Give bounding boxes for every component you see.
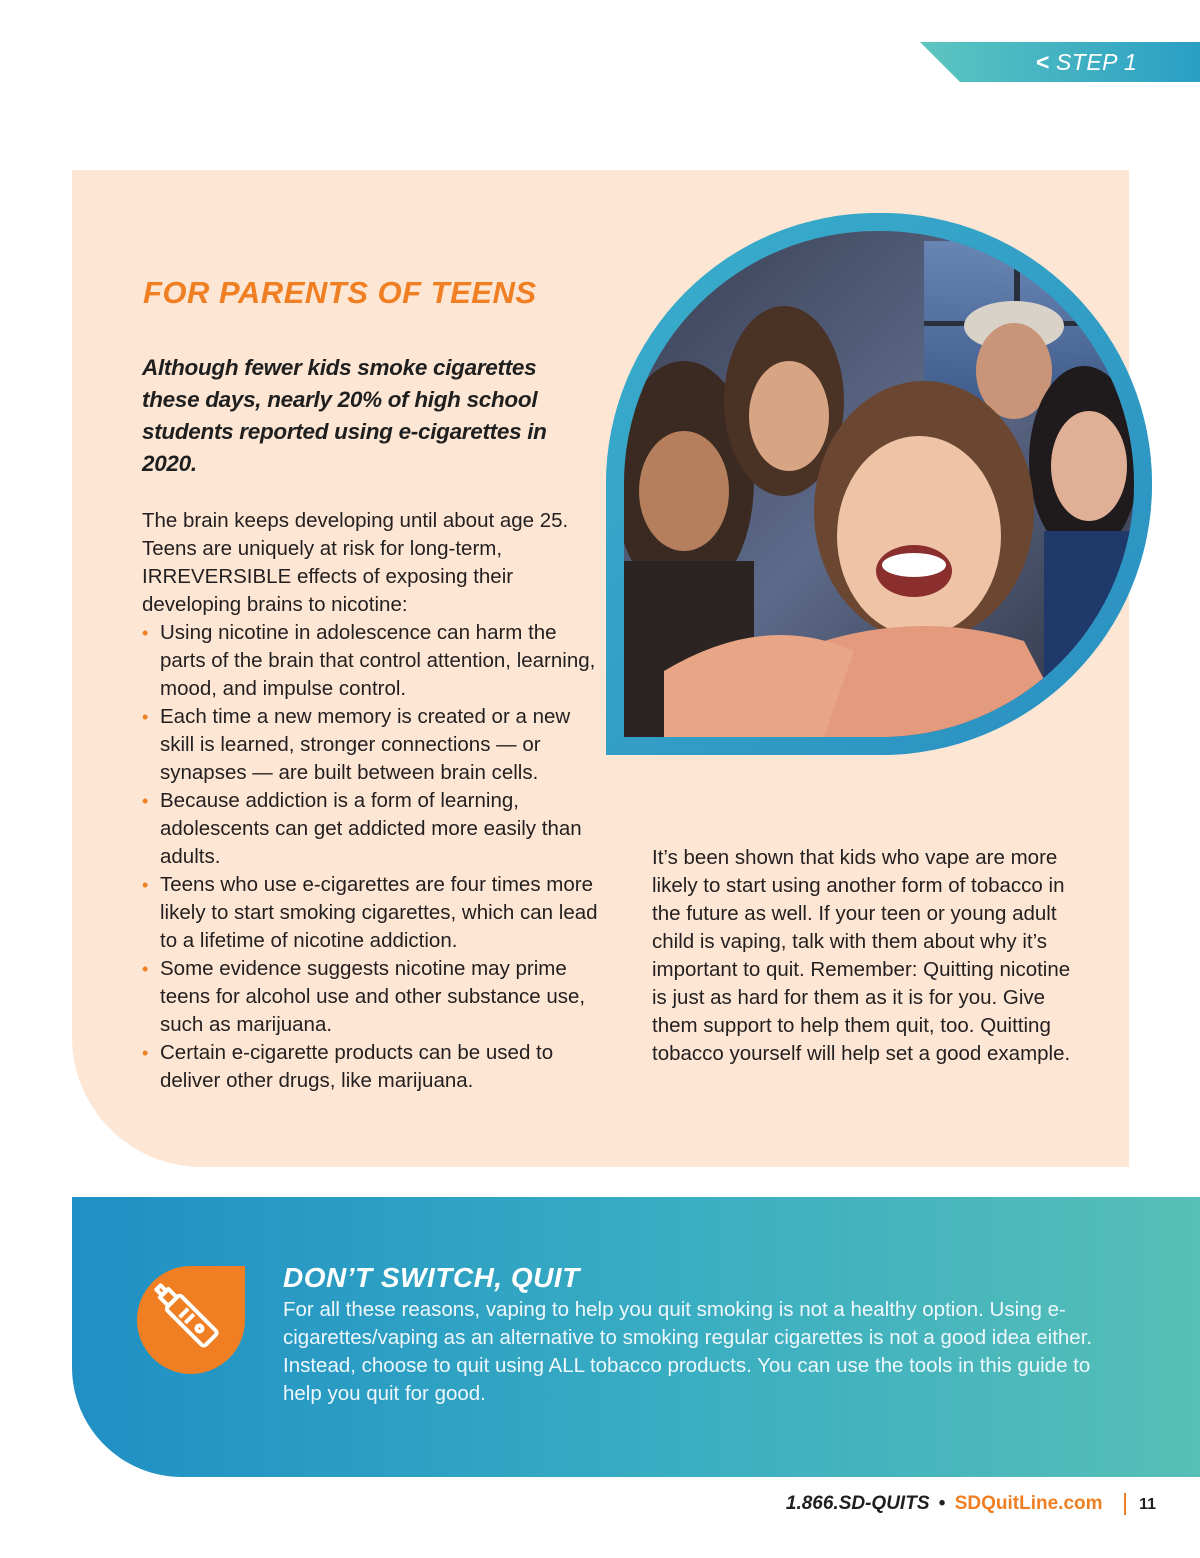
footer-divider	[1124, 1493, 1126, 1515]
page-number: 11	[1139, 1496, 1156, 1513]
step-label: STEP 1	[1055, 49, 1138, 75]
teens-selfie-illustration	[624, 231, 1134, 737]
banner-title: DON’T SWITCH, QUIT	[283, 1262, 580, 1293]
bullet-icon: •	[142, 623, 149, 643]
bullet-icon: •	[142, 959, 149, 979]
list-item: • Teens who use e-cigarettes are four times more likely to start smoking cigarettes, which can lead to a lifetime of nicotine addiction.	[142, 873, 598, 952]
teens-photo-frame	[606, 213, 1152, 755]
vape-pen-icon	[137, 1266, 245, 1374]
lead-paragraph: Although fewer kids smoke cigarettes these days, nearly 20% of high school students reported using e-cigarettes in 2020.	[142, 355, 547, 476]
bullet-icon: •	[142, 707, 149, 727]
list-item: • Because addiction is a form of learning, adolescents can get addicted more easily than adults.	[142, 789, 582, 868]
footer-phone[interactable]: 1.866.SD-QUITS	[785, 1493, 930, 1514]
step-nav-link[interactable]	[1036, 48, 1137, 76]
page-footer	[786, 1490, 1156, 1518]
section-title: FOR PARENTS OF TEENS	[143, 275, 537, 310]
intro-paragraph: The brain keeps developing until about age 25. Teens are uniquely at risk for long-term, IRREVERSIBLE effects of exposing their developing brains to nicotine:	[142, 509, 569, 616]
vape-pen-icon-badge	[137, 1266, 245, 1374]
vaping-paragraph: It’s been shown that kids who vape are more likely to start using another form of tobacco in the future as well. If your teen or young adult child is vaping, talk with them about why it’s important to quit. Remember: Quitting nicotine is just as hard for them as it is for you. Give them support to help them quit, too. Quitting tobacco yourself will help set a good example.	[652, 846, 1071, 1065]
list-item: • Each time a new memory is created or a new skill is learned, stronger connections — or synapses — are built between brain cells.	[142, 705, 571, 784]
list-item: • Using nicotine in adolescence can harm the parts of the brain that control attention, learning, mood, and impulse control.	[142, 621, 596, 700]
list-item: • Certain e-cigarette products can be used to deliver other drugs, like marijuana.	[142, 1041, 554, 1092]
teens-selfie-photo	[624, 231, 1134, 737]
banner-text: For all these reasons, vaping to help you quit smoking is not a healthy option. Using e-cigarettes/vaping as an alternative to smoking regular cigarettes is not a good idea either. Instead, choose to quit using ALL tobacco products. You can use the tools in this guide to help you quit for good.	[283, 1298, 1093, 1405]
bullet-icon: •	[142, 875, 149, 895]
list-item: • Some evidence suggests nicotine may prime teens for alcohol use and other substance use, such as marijuana.	[142, 957, 586, 1036]
footer-website-link[interactable]: SDQuitLine.com	[954, 1493, 1103, 1514]
chevron-left-icon: <	[1036, 49, 1050, 75]
bullet-icon: •	[142, 791, 149, 811]
risk-list	[142, 619, 602, 1095]
footer-separator: •	[938, 1493, 946, 1514]
bullet-icon: •	[142, 1043, 149, 1063]
